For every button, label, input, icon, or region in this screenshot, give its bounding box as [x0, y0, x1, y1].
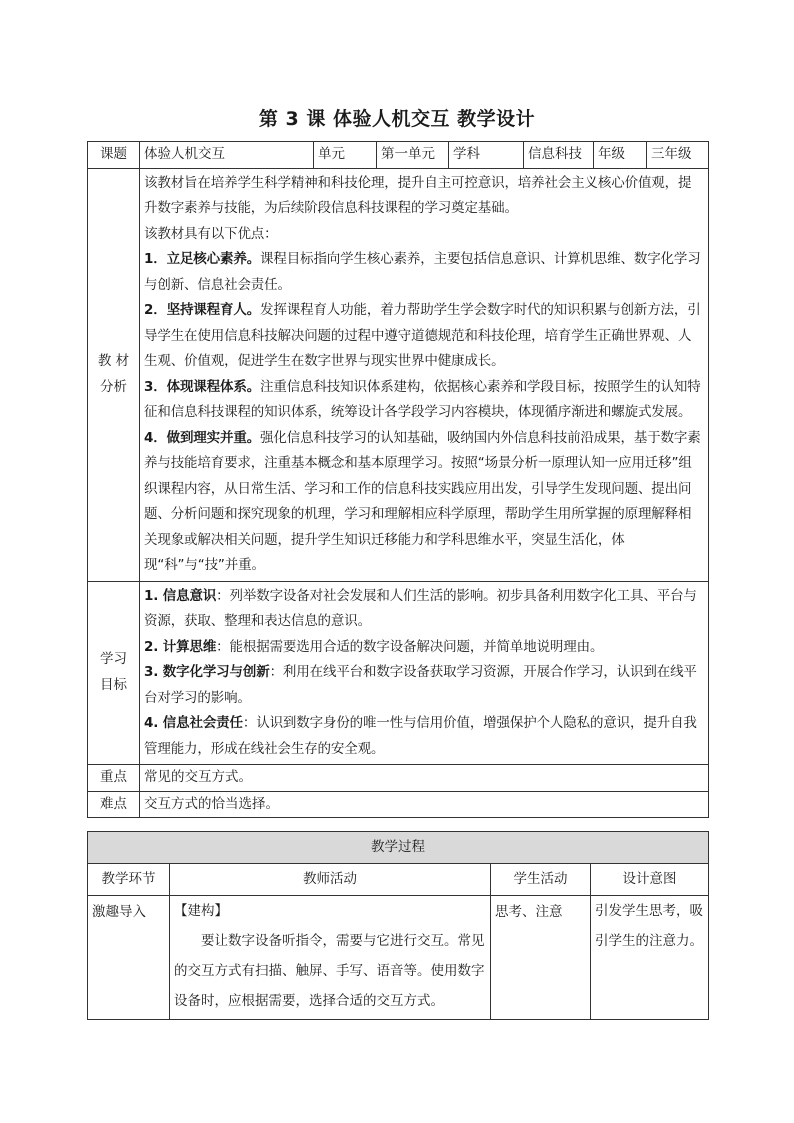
- lesson-label: 课题: [88, 142, 140, 169]
- lesson-value: 体验人机交互: [140, 142, 314, 169]
- document-title: 第 3 课 体验人机交互 教学设计: [258, 108, 536, 130]
- goal-item: 1. 信息意识：列举数字设备对社会发展和人们生活的影响。初步具备利用数字化工具、平台与资源，获取、整理和表达信息的意识。: [144, 587, 697, 629]
- table-row: [88, 896, 709, 1020]
- info-row: [88, 142, 709, 169]
- material-intro: 该教材旨在培养学生科学精神和科技伦理，提升自主可控意识，培养社会主义核心价值观，提升数字素养与技能，为后续阶段信息科技课程的学习奠定基础。: [144, 174, 692, 216]
- column-teacher: 教师活动: [170, 864, 491, 896]
- grade-label: 年级: [594, 142, 647, 169]
- student-activity-cell: 思考、注意: [491, 896, 591, 1020]
- process-header-row: [88, 832, 709, 864]
- goal-item: 2. 计算思维：能根据需要选用合适的数字设备解决问题，并简单地说明理由。: [144, 638, 604, 655]
- column-student: 学生活动: [491, 864, 591, 896]
- difficulty-value: 交互方式的恰当选择。: [140, 791, 709, 818]
- material-analysis-row: [88, 168, 709, 581]
- teacher-text: 要让数字设备听指令，需要与它进行交互。常见的交互方式有扫描、触屏、手写、语音等。使用数字设备时，应根据需要，选择合适的交互方式。: [174, 933, 485, 1009]
- process-columns-row: [88, 864, 709, 896]
- key-point-row: [88, 765, 709, 792]
- material-analysis-content: [140, 168, 709, 581]
- key-point-label: 重点: [88, 765, 140, 792]
- unit-label: 单元: [314, 142, 377, 169]
- material-point: 4．做到理实并重。强化信息科技学习的认知基础，吸纳国内外信息科技前沿成果，基于数字素养与技能培育要求，注重基本概念和基本原理学习。按照“场景分析一原理认知一应用迁移”组织课程内容，从日常生活、学习和工作的信息科技实践应用出发，引导学生发现问题、提出问题、分析问题和探究现象的机理，学习和理解相应科学原理，帮助学生用所掌握的原理解释相关现象或解决相关问题，提升学生知识迁移能力和学科思维水平，突显生活化，体现“科”与“技”并重。: [144, 429, 701, 573]
- material-point: 3．体现课程体系。注重信息科技知识体系建构，依据核心素养和学段目标，按照学生的认知特征和信息科技课程的知识体系，统筹设计各学段学习内容模块，体现循序渐进和螺旋式发展。: [144, 378, 701, 420]
- column-stage: 教学环节: [88, 864, 170, 896]
- difficulty-label: 难点: [88, 791, 140, 818]
- unit-value: 第一单元: [377, 142, 449, 169]
- stage-cell: 激趣导入: [88, 896, 170, 1020]
- learning-goals-content: [140, 581, 709, 765]
- teacher-tag: 【建构】: [174, 903, 228, 919]
- learning-goals-label: 学习 目标: [88, 581, 140, 765]
- material-point: 1．立足核心素养。课程目标指向学生核心素养，主要包括信息意识、计算机思维、数字化学习与创新、信息社会责任。: [144, 251, 701, 293]
- teacher-activity-cell: [170, 896, 491, 1020]
- subject-value: 信息科技: [524, 142, 594, 169]
- material-intro-2: 该教材具有以下优点：: [144, 225, 278, 242]
- goal-item: 4. 信息社会责任：认识到数字身份的唯一性与信用价值，增强保护个人隐私的意识，提升自我管理能力，形成在线社会生存的安全观。: [144, 715, 697, 757]
- key-point-value: 常见的交互方式。: [140, 765, 709, 792]
- teaching-process-table: [87, 831, 709, 1020]
- material-analysis-label: 教 材 分析: [88, 168, 140, 581]
- goal-item: 3. 数字化学习与创新：利用在线平台和数字设备获取学习资源，开展合作学习，认识到在线平台对学习的影响。: [144, 664, 697, 706]
- subject-label: 学科: [449, 142, 524, 169]
- difficulty-row: [88, 791, 709, 818]
- design-intent-cell: 引发学生思考，吸引学生的注意力。: [591, 896, 709, 1020]
- grade-value: 三年级: [647, 142, 709, 169]
- column-intent: 设计意图: [591, 864, 709, 896]
- process-header: 教学过程: [88, 832, 709, 864]
- material-point: 2．坚持课程育人。发挥课程育人功能，着力帮助学生学会数字时代的知识积累与创新方法，引导学生在使用信息科技解决问题的过程中遵守道德规范和科技伦理，培育学生正确世界观、人生观、价值观，促进学生在数字世界与现实世界中健康成长。: [144, 302, 701, 369]
- lesson-info-table: [87, 141, 709, 818]
- learning-goals-row: [88, 581, 709, 765]
